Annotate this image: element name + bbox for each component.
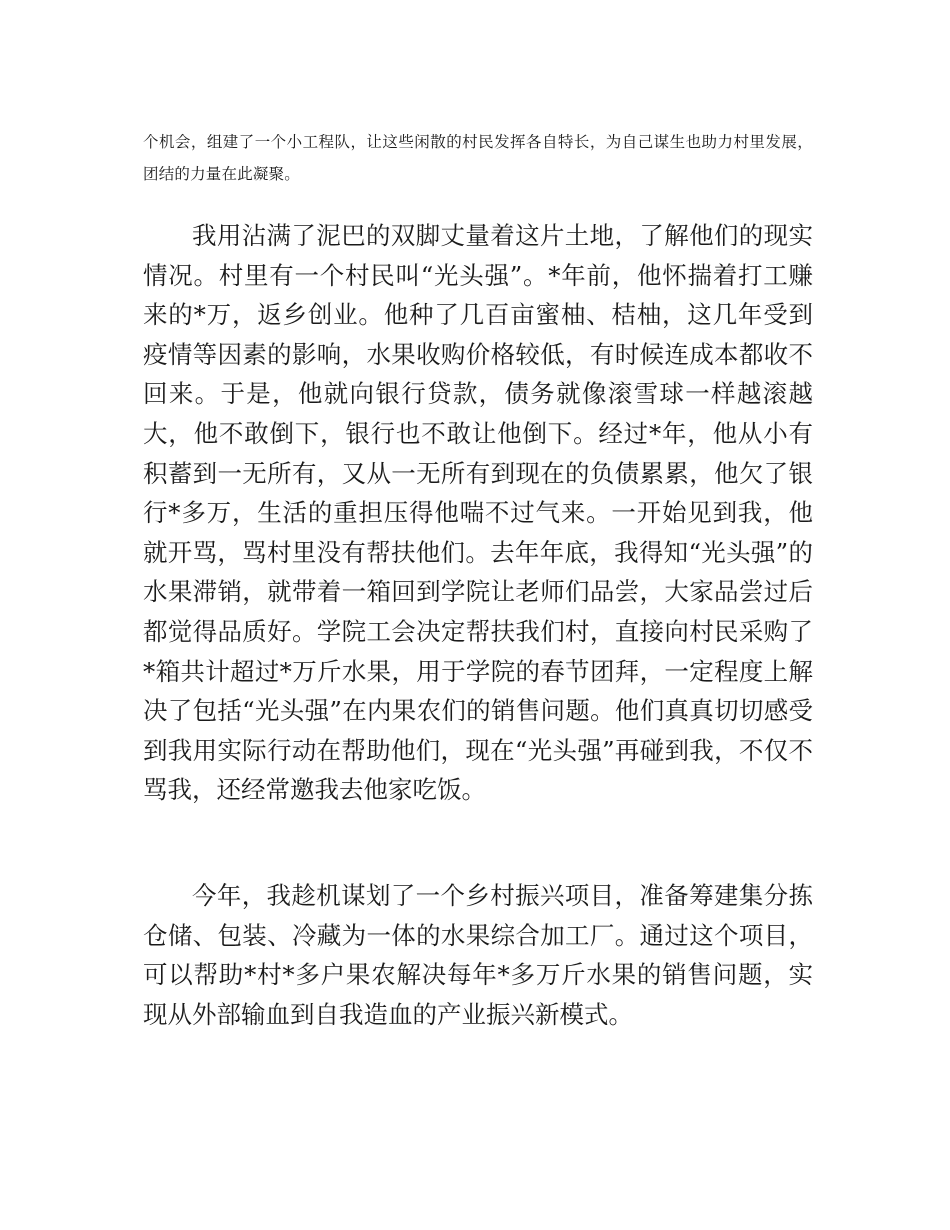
continuation-paragraph: 个机会，组建了一个小工程队，让这些闲散的村民发挥各自特长，为自己谋生也助力村里发展，团结的力量在此凝聚。	[143, 133, 813, 183]
paragraph-guangtouqiang-story: 我用沾满了泥巴的双脚丈量着这片土地，了解他们的现实情况。村里有一个村民叫“光头强”。*年前，他怀揣着打工赚来的*万，返乡创业。他种了几百亩蜜柚、桔柚，这几年受到疫情等因素的影响，水果收购价格较低，有时候连成本都收不回来。于是，他就向银行贷款，债务就像滚雪球一样越滚越大，他不敢倒下，银行也不敢让他倒下。经过*年，他从小有积蓄到一无所有，又从一无所有到现在的负债累累，他欠了银行*多万，生活的重担压得他喘不过气来。一开始见到我，他就开骂，骂村里没有帮扶他们。去年年底，我得知“光头强”的水果滞销，就带着一箱回到学院让老师们品尝，大家品尝过后都觉得品质好。学院工会决定帮扶我们村，直接向村民采购了*箱共计超过*万斤水果，用于学院的春节团拜，一定程度上解决了包括“光头强”在内果农们的销售问题。他们真真切切感受到我用实际行动在帮助他们，现在“光头强”再碰到我，不仅不骂我，还经常邀我去他家吃饭。	[143, 221, 813, 805]
paragraph-revitalization-project: 今年，我趁机谋划了一个乡村振兴项目，准备筹建集分拣仓储、包装、冷藏为一体的水果综合加工厂。通过这个项目，可以帮助*村*多户果农解决每年*多万斤水果的销售问题，实现从外部输血到自我造血的产业振兴新模式。	[143, 881, 813, 1029]
